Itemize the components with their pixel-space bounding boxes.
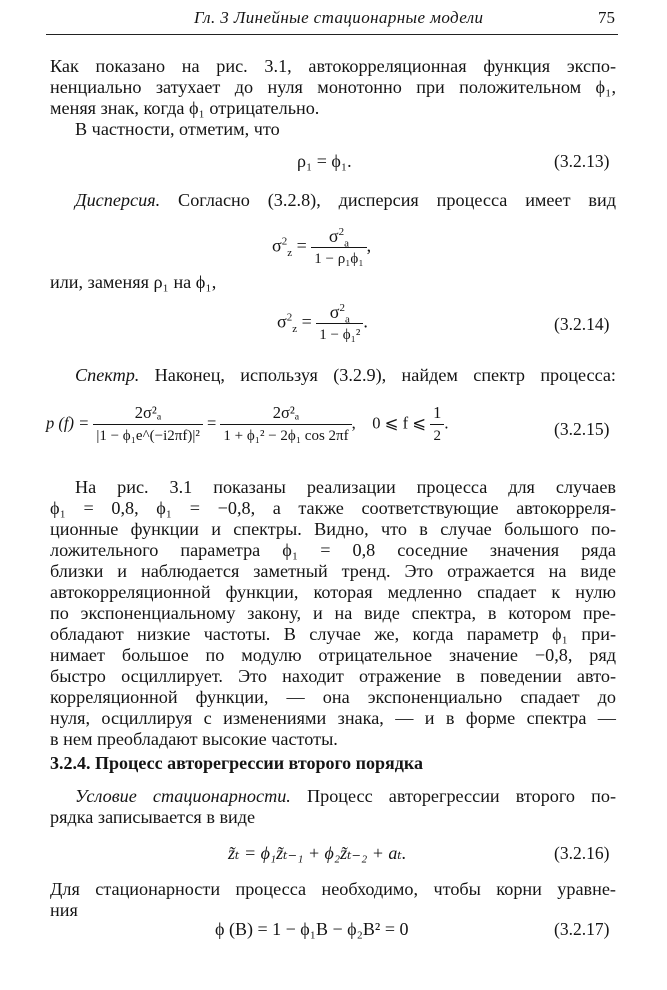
text-line: ложительного параметра ϕ₁ = 0,8 соседние значения ряда (50, 540, 616, 560)
equation-3-2-15: p (f) = $\frac{\text{2σ²ₐ}}{\text{|1 − ϕ₁e\textasciicircum{}(−i2πf)|²}}$ = $\frac{\text{2σ²ₐ}}{\text{1 + ϕ₁² − 2ϕ₁ cos 2πf}}$ , 0 ⩽ f ⩽ $\frac{1}{2}$ . (46, 403, 449, 444)
text-line: близки и наблюдается заметный тренд. Это отражается на виде (50, 561, 616, 581)
equation-variance-rho: $\sigma^2_z$ = $\frac{\sigma^2_a}{\text{1 − ρ₁ϕ₁}}$ , (272, 226, 372, 267)
text-line: рядка записывается в виде (50, 807, 256, 827)
text-line: ния (50, 900, 78, 920)
text-line: нуля, осциллируя с изменениями знака, — и в форме спектра — (50, 708, 616, 728)
text-line: в нем преобладают высокие частоты. (50, 729, 338, 749)
stationarity-term: Условие стационарности. (75, 786, 291, 806)
text-line: Для стационарности процесса необходимо, чтобы корни уравне- (50, 879, 616, 899)
equation-number: (3.2.17) (554, 919, 610, 939)
dispersion-line (75, 190, 616, 211)
text-line: ϕ₁ = 0,8, ϕ₁ = −0,8, а также соответствующие автокорреля- (50, 498, 616, 518)
text-line: по экспоненциальному закону, и на виде спектра, в котором пре- (50, 603, 616, 623)
text-line: нимает большое по модулю отрицательное значение −0,8, ряд (50, 645, 616, 665)
equation-3-2-13: ρ₁ = ϕ₁. (297, 151, 352, 171)
equation-number: (3.2.16) (554, 843, 610, 863)
header-rule (46, 34, 618, 35)
text-line: На рис. 3.1 показаны реализации процесса для случаев (75, 477, 616, 497)
text-line: обладают низкие частоты. В случае же, когда параметр ϕ₁ при- (50, 624, 616, 644)
dispersion-text: Согласно (3.2.8), дисперсия процесса имеет вид (160, 190, 616, 210)
equation-3-2-17: ϕ (B) = 1 − ϕ₁B − ϕ₂B² = 0 (215, 919, 409, 939)
stationarity-line (75, 786, 616, 807)
running-header (0, 0, 667, 34)
spectrum-text: Наконец, используя (3.2.9), найдем спектр процесса: (139, 365, 616, 385)
text-line: корреляционной функции, — она экспоненциально спадает до (50, 687, 616, 707)
equation-3-2-16: z̃ₜ = ϕ₁z̃ₜ₋₁ + ϕ₂z̃ₜ₋₂ + aₜ. (228, 843, 407, 863)
equation-3-2-14: $\sigma^2_z$ = $\frac{\sigma^2_a}{\text{1 − ϕ₁²}}$ . (277, 302, 368, 343)
section-heading: 3.2.4. Процесс авторегрессии второго порядка (50, 753, 423, 773)
equation-number: (3.2.14) (554, 314, 610, 334)
equation-number: (3.2.13) (554, 151, 610, 171)
text-line: меняя знак, когда ϕ₁ отрицательно. (50, 98, 320, 118)
text-line: быстро осциллирует. Это находит отражение в поведении авто- (50, 666, 616, 686)
spectrum-term: Спектр. (75, 365, 140, 385)
text-line: ненциально затухает до нуля монотонно при положительном ϕ₁, (50, 77, 616, 97)
text-line: автокорреляционной функции, которая медленно спадает к нулю (50, 582, 616, 602)
spectrum-line (75, 365, 616, 386)
dispersion-term: Дисперсия. (75, 190, 161, 210)
chapter-title: Гл. 3 Линейные стационарные модели (194, 8, 484, 27)
text-line: В частности, отметим, что (75, 119, 280, 139)
stationarity-text: Процесс авторегрессии второго по- (290, 786, 616, 806)
equation-number: (3.2.15) (554, 419, 610, 439)
text-line: или, заменяя ρ₁ на ϕ₁, (50, 272, 217, 292)
text-line: ционные функции и спектры. Видно, что в случае большого по- (50, 519, 616, 539)
text-line: Как показано на рис. 3.1, автокорреляционная функция экспо- (50, 56, 616, 76)
page-number: 75 (598, 8, 615, 27)
